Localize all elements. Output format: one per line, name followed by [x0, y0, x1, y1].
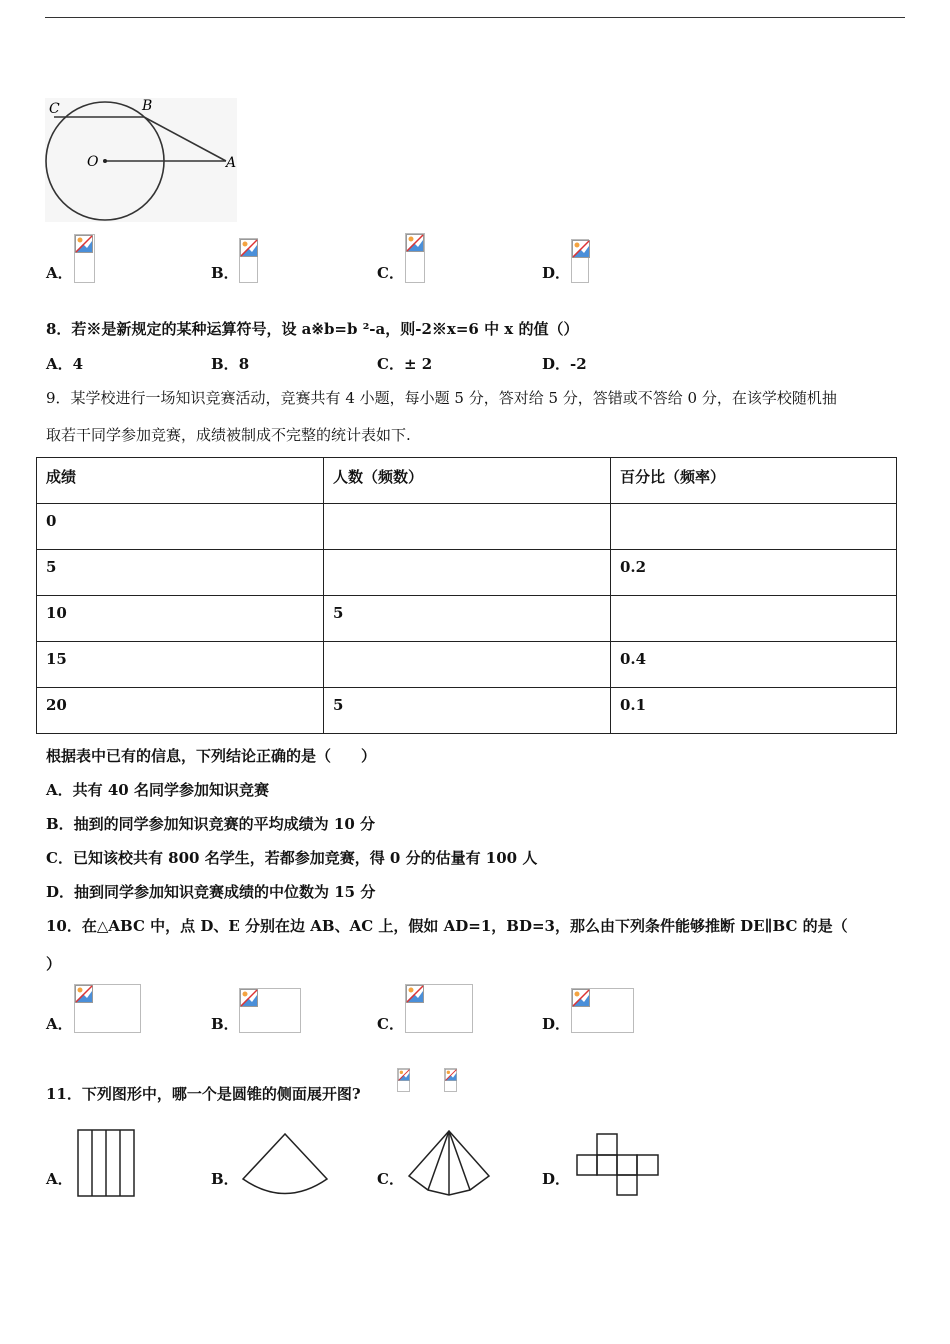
broken-image-icon	[398, 1069, 410, 1081]
q10-option-a-image	[74, 984, 141, 1033]
fold-line	[428, 1131, 449, 1190]
q7-option-d-image	[571, 239, 589, 283]
table-cell	[324, 504, 611, 550]
broken-image-icon	[75, 235, 93, 253]
q9-question: 根据表中已有的信息，下列结论正确的是（ ）	[46, 747, 377, 765]
q10-option-d-image	[571, 988, 634, 1033]
broken-image-icon	[75, 985, 93, 1003]
table-cell: 5	[324, 688, 611, 734]
table-row	[37, 550, 897, 596]
table-header-cell: 成绩	[37, 458, 324, 504]
q11-stem: 11．下列图形中，哪一个是圆锥的侧面展开图?	[46, 1085, 361, 1103]
q8-option-a-text: 4	[72, 355, 84, 373]
q7-option-c-image	[405, 233, 425, 283]
q11-option-d-figure	[574, 1132, 662, 1198]
q9-stem-line1: 9．某学校进行一场知识竞赛活动，竞赛共有 4 小题，每小题 5 分，答对给 5 分，答错或不答给 0 分，在该学校随机抽	[46, 389, 837, 407]
q10-option-c-image	[405, 984, 473, 1033]
q11-inline-image-2	[444, 1068, 457, 1092]
q9-option-a: A．共有 40 名同学参加知识竞赛	[46, 781, 269, 799]
q11-option-d-label: D．	[542, 1170, 571, 1188]
circle-tangent-figure	[40, 95, 240, 225]
q8-option-c	[377, 354, 432, 374]
q11-inline-image-1	[397, 1068, 410, 1092]
q11-option-a-label: A．	[46, 1170, 73, 1188]
q11-option-b-label: B．	[211, 1170, 239, 1188]
table-cell	[611, 596, 897, 642]
q9-stem-line2: 取若干同学参加竞赛，成绩被制成不完整的统计表如下.	[46, 426, 411, 444]
center-point-o	[103, 159, 107, 163]
net-square	[637, 1155, 658, 1175]
q8-option-a	[46, 354, 83, 374]
label-c: C	[49, 101, 60, 117]
label-o: O	[87, 154, 99, 170]
broken-image-icon	[572, 989, 590, 1007]
q11-option-b-figure	[240, 1130, 332, 1198]
q11-option-a-figure	[76, 1128, 138, 1198]
q7-option-b-label: B．	[211, 264, 239, 282]
table-cell: 0	[37, 504, 324, 550]
q11-option-c-figure	[406, 1128, 494, 1200]
q8-option-a-label: A．	[46, 355, 73, 373]
table-cell: 10	[37, 596, 324, 642]
table-cell: 5	[37, 550, 324, 596]
fold-line	[449, 1131, 470, 1190]
net-square	[577, 1155, 597, 1175]
net-square	[597, 1134, 617, 1155]
q10-stem-line2: ）	[46, 955, 62, 973]
q9-option-b: B．抽到的同学参加知识竞赛的平均成绩为 10 分	[46, 815, 375, 833]
q8-option-d-label: D．	[542, 355, 571, 373]
q7-option-a-image	[74, 234, 95, 283]
table-row	[37, 504, 897, 550]
broken-image-icon	[406, 234, 424, 252]
q8-option-d	[542, 354, 587, 374]
table-header-row	[37, 458, 897, 504]
table-cell: 20	[37, 688, 324, 734]
label-a: A	[226, 155, 237, 171]
q9-option-c: C．已知该校共有 800 名学生，若都参加竞赛，得 0 分的估量有 100 人	[46, 849, 538, 867]
table-row	[37, 642, 897, 688]
net-square	[617, 1155, 637, 1175]
table-cell: 5	[324, 596, 611, 642]
q10-option-d-label: D．	[542, 1015, 571, 1033]
q8-option-b-label: B．	[211, 355, 239, 373]
table-row	[37, 596, 897, 642]
broken-image-icon	[240, 989, 258, 1007]
q8-stem: 8．若※是新规定的某种运算符号，设 a※b=b ²-a，则-2※x=6 中 x 的值（）	[46, 320, 579, 338]
table-row	[37, 688, 897, 734]
q8-option-d-text: -2	[570, 355, 587, 373]
table-header-cell: 人数（频数）	[324, 458, 611, 504]
q10-option-c-label: C．	[377, 1015, 404, 1033]
q9-option-d: D．抽到同学参加知识竞赛成绩的中位数为 15 分	[46, 883, 376, 901]
q8-option-b-text: 8	[238, 355, 250, 373]
q10-stem-line1: 10．在△ABC 中，点 D、E 分别在边 AB、AC 上，假如 AD=1，BD=3，那么由下列条件能够推断 DE∥BC 的是（	[46, 917, 848, 935]
broken-image-icon	[572, 240, 590, 258]
broken-image-icon	[406, 985, 424, 1003]
q10-option-a-label: A．	[46, 1015, 73, 1033]
header-rule	[45, 17, 905, 18]
q7-option-a-label: A．	[46, 264, 73, 282]
q8-option-b	[211, 354, 249, 374]
net-square	[617, 1175, 637, 1195]
label-b: B	[142, 98, 153, 114]
q8-option-c-text: ± 2	[403, 355, 433, 373]
table-cell: 0.1	[611, 688, 897, 734]
broken-image-icon	[240, 239, 258, 257]
q11-option-c-label: C．	[377, 1170, 404, 1188]
q7-option-d-label: D．	[542, 264, 571, 282]
score-statistics-table	[36, 457, 897, 734]
q7-option-c-label: C．	[377, 264, 404, 282]
q10-option-b-label: B．	[211, 1015, 239, 1033]
net-square	[597, 1155, 617, 1175]
q10-option-b-image	[239, 988, 301, 1033]
q8-option-c-label: C．	[377, 355, 404, 373]
table-header-cell: 百分比（频率）	[611, 458, 897, 504]
table-cell	[611, 504, 897, 550]
table-cell: 0.4	[611, 642, 897, 688]
table-cell: 0.2	[611, 550, 897, 596]
q7-option-b-image	[239, 238, 258, 283]
broken-image-icon	[445, 1069, 457, 1081]
table-cell	[324, 550, 611, 596]
table-cell	[324, 642, 611, 688]
sector-shape	[243, 1134, 327, 1194]
table-cell: 15	[37, 642, 324, 688]
